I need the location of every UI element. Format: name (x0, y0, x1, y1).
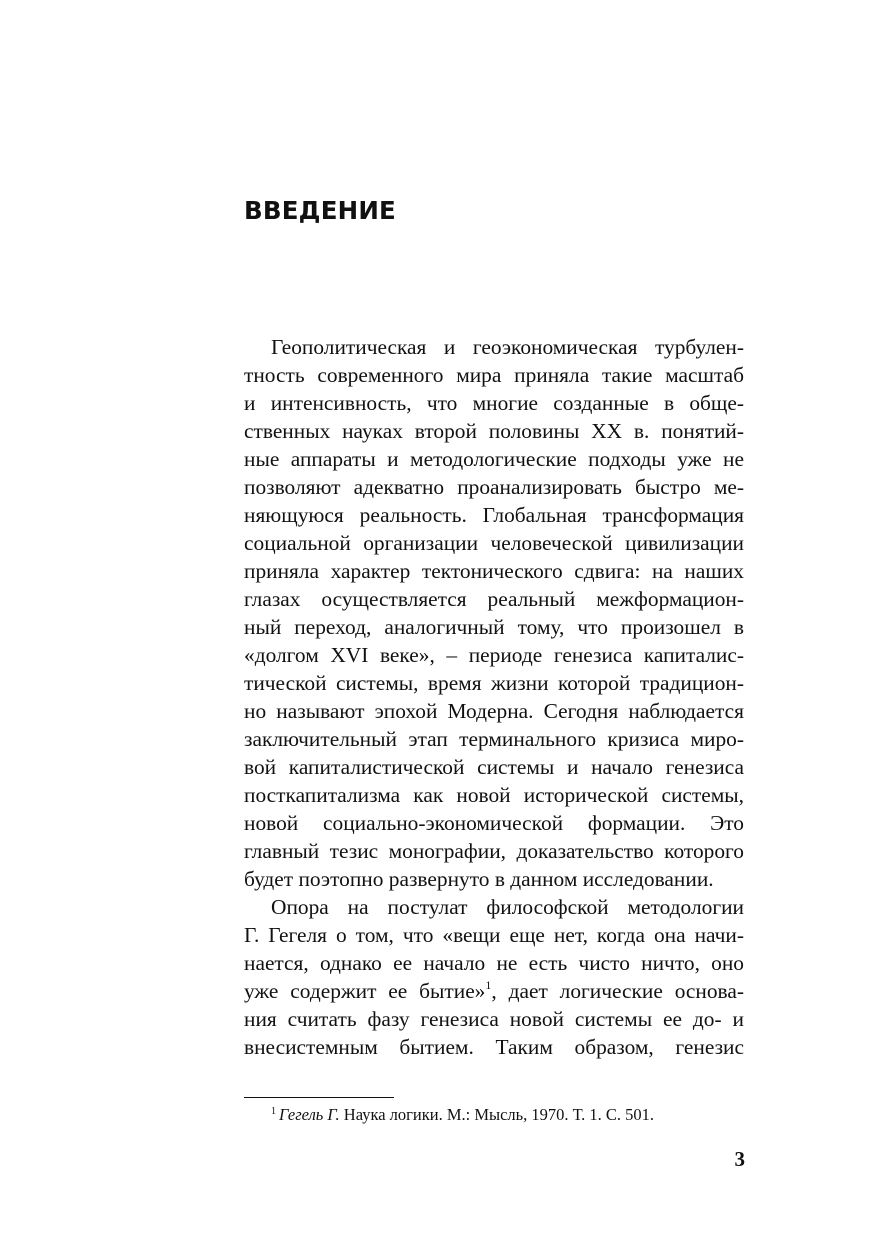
text-fragment: уже содержит ее бытие» (244, 979, 486, 1003)
footnote-reference[interactable]: 1 (485, 977, 492, 992)
body-text (244, 333, 744, 1061)
text-line: новой социально-экономической формации. Это (244, 811, 744, 835)
text-line: заключительный этап терминального кризиса миро- (244, 727, 744, 751)
text-line: ственных науках второй половины XX в. понятий- (244, 419, 744, 443)
text-line: ные аппараты и методологические подходы уже не (244, 447, 744, 471)
text-line: нается, однако ее начало не есть чисто ничто, оно (244, 951, 744, 975)
text-line: тность современного мира приняла такие масштаб (244, 363, 744, 387)
text-line: будет поэтопно развернуто в данном исследовании. (244, 867, 714, 891)
footnote-author: Гегель Г. (279, 1105, 340, 1124)
text-line: глазах осуществляется реальный межформацион- (244, 587, 744, 611)
text-line: вой капиталистической системы и начало генезиса (244, 755, 744, 779)
text-line-with-footnote-ref (244, 977, 744, 1005)
text-line: ния считать фазу генезиса новой системы ее до- и (244, 1007, 744, 1031)
footnote-text: Наука логики. М.: Мысль, 1970. Т. 1. С. 501. (339, 1105, 654, 1124)
text-line: «долгом XVI веке», – периоде генезиса капиталис- (244, 643, 744, 667)
paragraph-1 (244, 333, 744, 893)
chapter-heading: ВВЕДЕНИЕ (244, 196, 396, 225)
text-line: няющуюся реальность. Глобальная трансформация (244, 503, 744, 527)
text-line: главный тезис монографии, доказательство которого (244, 839, 744, 863)
text-line: внесистемным бытием. Таким образом, генезис (244, 1035, 744, 1059)
text-line: позволяют адекватно проанализировать быстро ме- (244, 475, 744, 499)
text-line: тической системы, время жизни которой традицион- (244, 671, 744, 695)
text-line: но называют эпохой Модерна. Сегодня наблюдается (244, 699, 744, 723)
text-fragment: , дает логические основа- (491, 979, 744, 1003)
page-number: 3 (734, 1147, 745, 1171)
text-line: и интенсивность, что многие созданные в обще- (244, 391, 744, 415)
text-line: Г. Гегеля о том, что «вещи еще нет, когда она начи- (244, 923, 744, 947)
footnote-rule (244, 1097, 394, 1098)
footnote (271, 1104, 654, 1126)
text-line: ный переход, аналогичный тому, что произошел в (244, 615, 744, 639)
footnote-marker: 1 (271, 1105, 276, 1117)
text-line: посткапитализма как новой исторической системы, (244, 783, 744, 807)
text-line: приняла характер тектонического сдвига: на наших (244, 559, 744, 583)
text-line: Геополитическая и геоэкономическая турбулен- (271, 335, 744, 359)
text-line: социальной организации человеческой цивилизации (244, 531, 744, 555)
paragraph-2 (244, 893, 744, 1061)
text-line: Опора на постулат философской методологии (271, 895, 744, 919)
